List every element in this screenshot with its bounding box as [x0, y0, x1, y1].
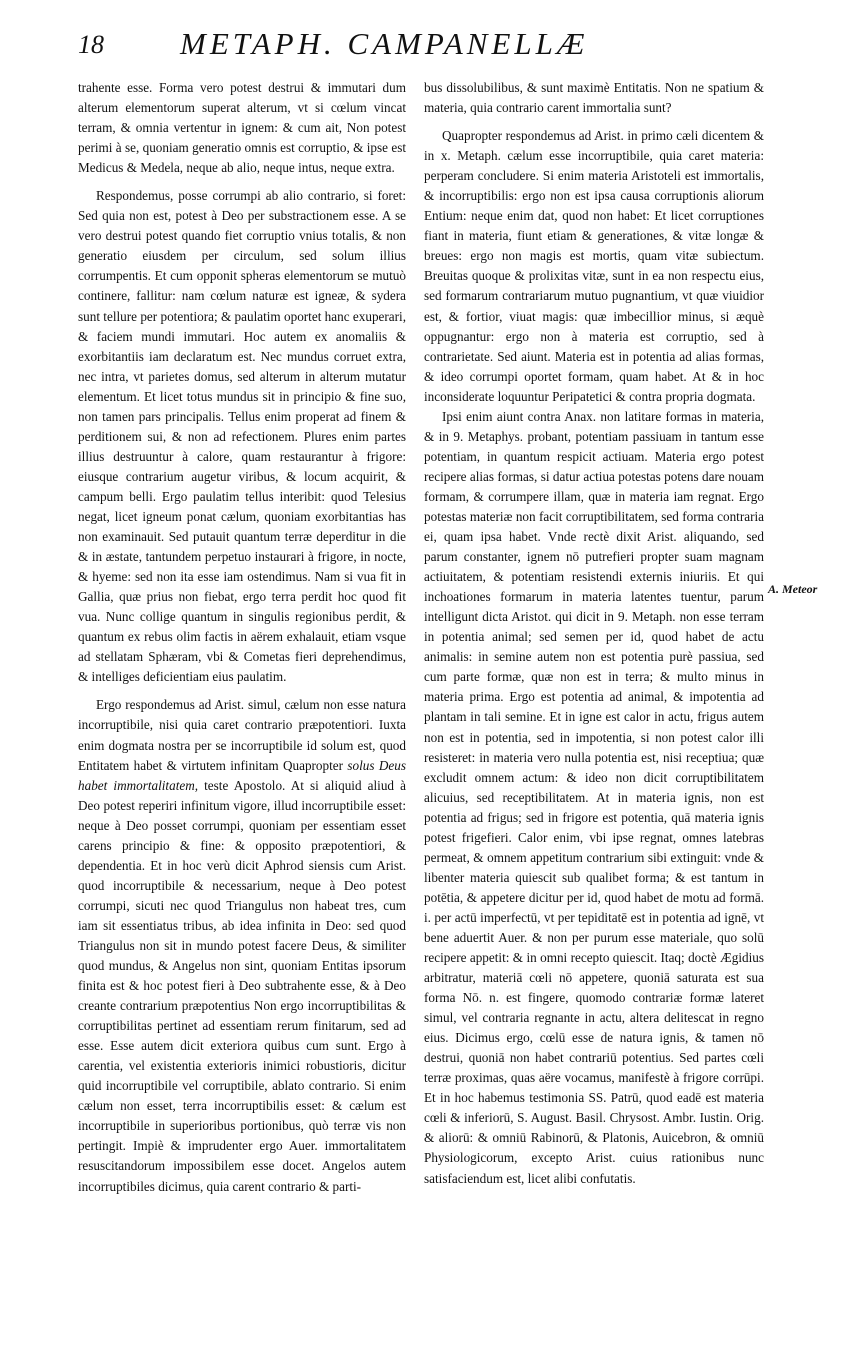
left-paragraph-3-part-a: Ergo respondemus ad Arist. simul, cælum non esse natura incorruptibile, nisi quia caret contrario præpotentiori. Iuxta enim dogmata nostra per se incorruptibile id solum est, quod Entitatem habet & virtutem infinitam Quapropter	[78, 697, 406, 773]
running-title: METAPH. CAMPANELLÆ	[180, 26, 589, 61]
margin-note: A. Meteor	[768, 582, 818, 596]
right-paragraph-3: Ipsi enim aiunt contra Anax. non latitare formas in materia, & in 9. Metaphys. probant, potentiam passiuam in tantum esse potentiam, in quantum respicit actiuam. Materia ergo potest recipere alias formas, si datur actiua potestas potens dare nouam formam, & corrumpere illam, quæ in materia iam regnat. Ergo potestas materiæ non facit corruptibilitatem, sed forma contraria ei, quam ipsa habet. Vnde rectè dixit Arist. aliquando, sed parum constanter, ignem nō putrefieri propter suam magnam actiuitatem, & potentiam resistendi externis iniuriis. Et qui inchoationes formarum in materia latentes tuentur, parum intelligunt dicta Aristot. qui dicit in 9. Metaph. non esse terram in potentia animal; sed semen per id, quod habet de actu animalis: in semine autem non est potentia purè passiua, sed cum parte formæ, quæ non est in terra; & multo minus in materia prima. Ergo est potentia ad animal, & impotentia ad plantam in tali semine. Et in igne est calor in actu, frigus autem non est in potentia, sed in impotentia, si non potest calor illi resisteret: in materia vero nulla potentia est, nisi receptiua; quæ excludit omnem actum: & ideo non dicit corruptibilitatem alicuius, sed receptibilitatem. At in materia ignis, non est potentia ad frigus; sed in frigore est potentia, quā materia ignis potest frigefieri. Calor enim, vbi ipse regnat, omnes latebras permeat, & omnem appetitum contrarium sibi extinguit: vnde & libenter materia quiescit sub qualibet forma; & est tantum in potētia, & appetere dicitur per id, quod habet de motu ad formā. i. per actū imperfectū, vt per tepiditatē est in potentia ad ignē, vt bene aduertit Auer. & non per purum esse materiale, quo solū recipere appetit: & in omni recepto quiescit. Itaq; doctè Ægidius arbitratur, materiā cœli nō appetere, quoniā saturata est sua forma Nō. n. est fingere, quomodo contrariæ formæ lateret simul, vel contraria regnante in actu, altera delitescat in regno eius. Dicimus ergo, cœlū esse de natura ignis, & tamen nō destrui, quoniā non habet contrariū potentius. Sed partes cœli terræ proximas, quas aëre vocamus, manifestè à frigore corrūpi. Et in hoc habemus testimonia SS. Patrū, quod eadē est materia cœli & inferiorū, S. August. Basil. Chrysost. Ambr. Iustin. Orig. & aliorū: & omniū Rabinorū, & Platonis, Auicebron, & omniū Physiologicorum, excepto Arist. cuius rationibus nunc satisfaciendum est, licet alibi confutatis.	[424, 408, 764, 1186]
left-paragraph-3	[78, 695, 406, 1196]
right-paragraph-2: Quapropter respondemus ad Arist. in primo cæli dicentem & in x. Metaph. cælum esse incorruptibile, quia caret materia: perperam concludere. Si enim materia Aristoteli est immortalis, & incorruptibilis: ergo non est ipsa causa corruptionis aliorum Entium: neque enim dat, quod non habet: Et licet corruptiones fiant in materia, fiunt etiam & generationes, & vitæ longæ & breues: ergo non magis est mortis, quam vitæ subiectum. Breuitas quoque & prolixitas vitæ, sunt in ea non respectu eius, sed formarum contrariarum mutuo pugnantium, vt quæ viuidior est, & fortior, viuat magis: quæ imbecillior minus, si æquè oppugnantur: ergo non à materia est corruptio, sed à contrarietate. Sed aiunt. Materia est in potentia ad alias formas, & ideo corrumpi oportet formam, quam habet. At & in hoc inconsiderate loquuntur Peripatetici & contra propria dogmata.	[424, 128, 764, 404]
left-column	[78, 78, 406, 1197]
left-paragraph-1: trahente esse. Forma vero potest destrui & immutari dum alterum elementorum superat alterum, vt si cœlum vincat terram, & omnia vertentur in ignem: & cum ait, Non potest perimi à se, quoniam generatio omnis est corruptio, & ipse est Medicus & Medela, neque ab alio, neque intus, neque extra.	[78, 80, 406, 176]
page-number: 18	[78, 30, 104, 59]
right-paragraph-1: bus dissolubilibus, & sunt maximè Entitatis. Non ne spatium & materia, quia contrario carent immortalia sunt?	[424, 80, 764, 116]
left-paragraph-3-italic: solus Deus habet immortalitatem,	[78, 757, 406, 793]
right-column	[424, 78, 764, 1189]
left-paragraph-3-part-b: teste Apostolo. At si aliquid aliud à Deo potest reperiri infinitum vigore, illud incorruptibile esset: neque à Deo posset corrumpi, quoniam per essentiam esset carens principio & fine: & opposito præpotentiori, & dependentia. Et in hoc verù dicit Aphrod siensis cum Arist. quod incorruptibile & necessarium, neque à Deo potest corrumpi, sicuti nec quod Triangulus non habeat tres, cum iam sit essentiatus tribus, ab idea infinita in Deo: sed quod Triangulus non sit in mundo potest facere Deus, & similiter quod mundus, & Angelus non sint, quoniam Entitas ipsorum finita est & hoc potest fieri à Deo subtrahente esse, & à Deo creante contrarium præpotentius Non ergo incorruptibilitas & corruptibilitas pertinet ad essentiam rerum finitarum, sed ad esse. Esse autem dicit exteriora quibus cum sunt. Ergo à carentia, vel existentia exterioris inimici robustioris, dicitur quid incorruptibile vel corruptibile, ablato contrario. Si enim cælum non esset, terra incorruptibilis esset: & cælum est incorruptibile in superioribus portionibus, quò terræ vis non pertingit. Impiè & imprudenter ergo Auer. immortalitatem resuscitandorum impossibilem esse docet. Angelos autem incorruptibiles dicimus, quia carent contrario & parti-	[78, 777, 406, 1194]
left-paragraph-2: Respondemus, posse corrumpi ab alio contrario, si foret: Sed quia non est, potest à Deo per substractionem esse. A se vero destrui potest quando fiet corruptio vnius totalis, & non generatio eiusdem per circulum, sed solum illius corrumpentis. Et cum opponit spheras elementorum se mutuò continere, fallitur: nam cœlum naturæ est igneæ, & sydera sunt tellure per potentiora; & paulatim oportet hanc exuperari, & faciem mundi immutari. Hoc autem ex anomaliis & exorbitantiis iam declaratum est. Nec mundus corruet extra, nec intra, vt parietes domus, sed alterum in alterum mutatur elementum. Et licet totus mundus sit in principio & fine suo, non tamen pars principalis. Tellus enim properat ad finem & perditionem sui, & non ad refectionem. Plures enim partes illius destruuntur à calore, quam restaurantur à frigore: eiusque contrarium augetur viribus, & locum acquirit, & campum belli. Ergo paulatim tellus interibit: quod Telesius negat, licet igneum ponat cælum, quoniam exorbitantias has non examinauit. Sed putauit quantum terræ deperditur in die & in æstate, tantundem perpetuo instaurari à frigore, in nocte, & hyeme: sed non ita esse iam ostendimus. Nam si vua fit in Gallia, quæ prius non fiebat, ergo terra perdit hoc quod fit vua. Nunc collige quantum in singulis regionibus perdit, & quantum ex rebus olim factis in aërem exhalauit, etiam vsque ad stellatam Sphæram, vbi & Cometas fieri deprehendimus, & intelliges deficientiam eius paulatim.	[78, 188, 406, 685]
